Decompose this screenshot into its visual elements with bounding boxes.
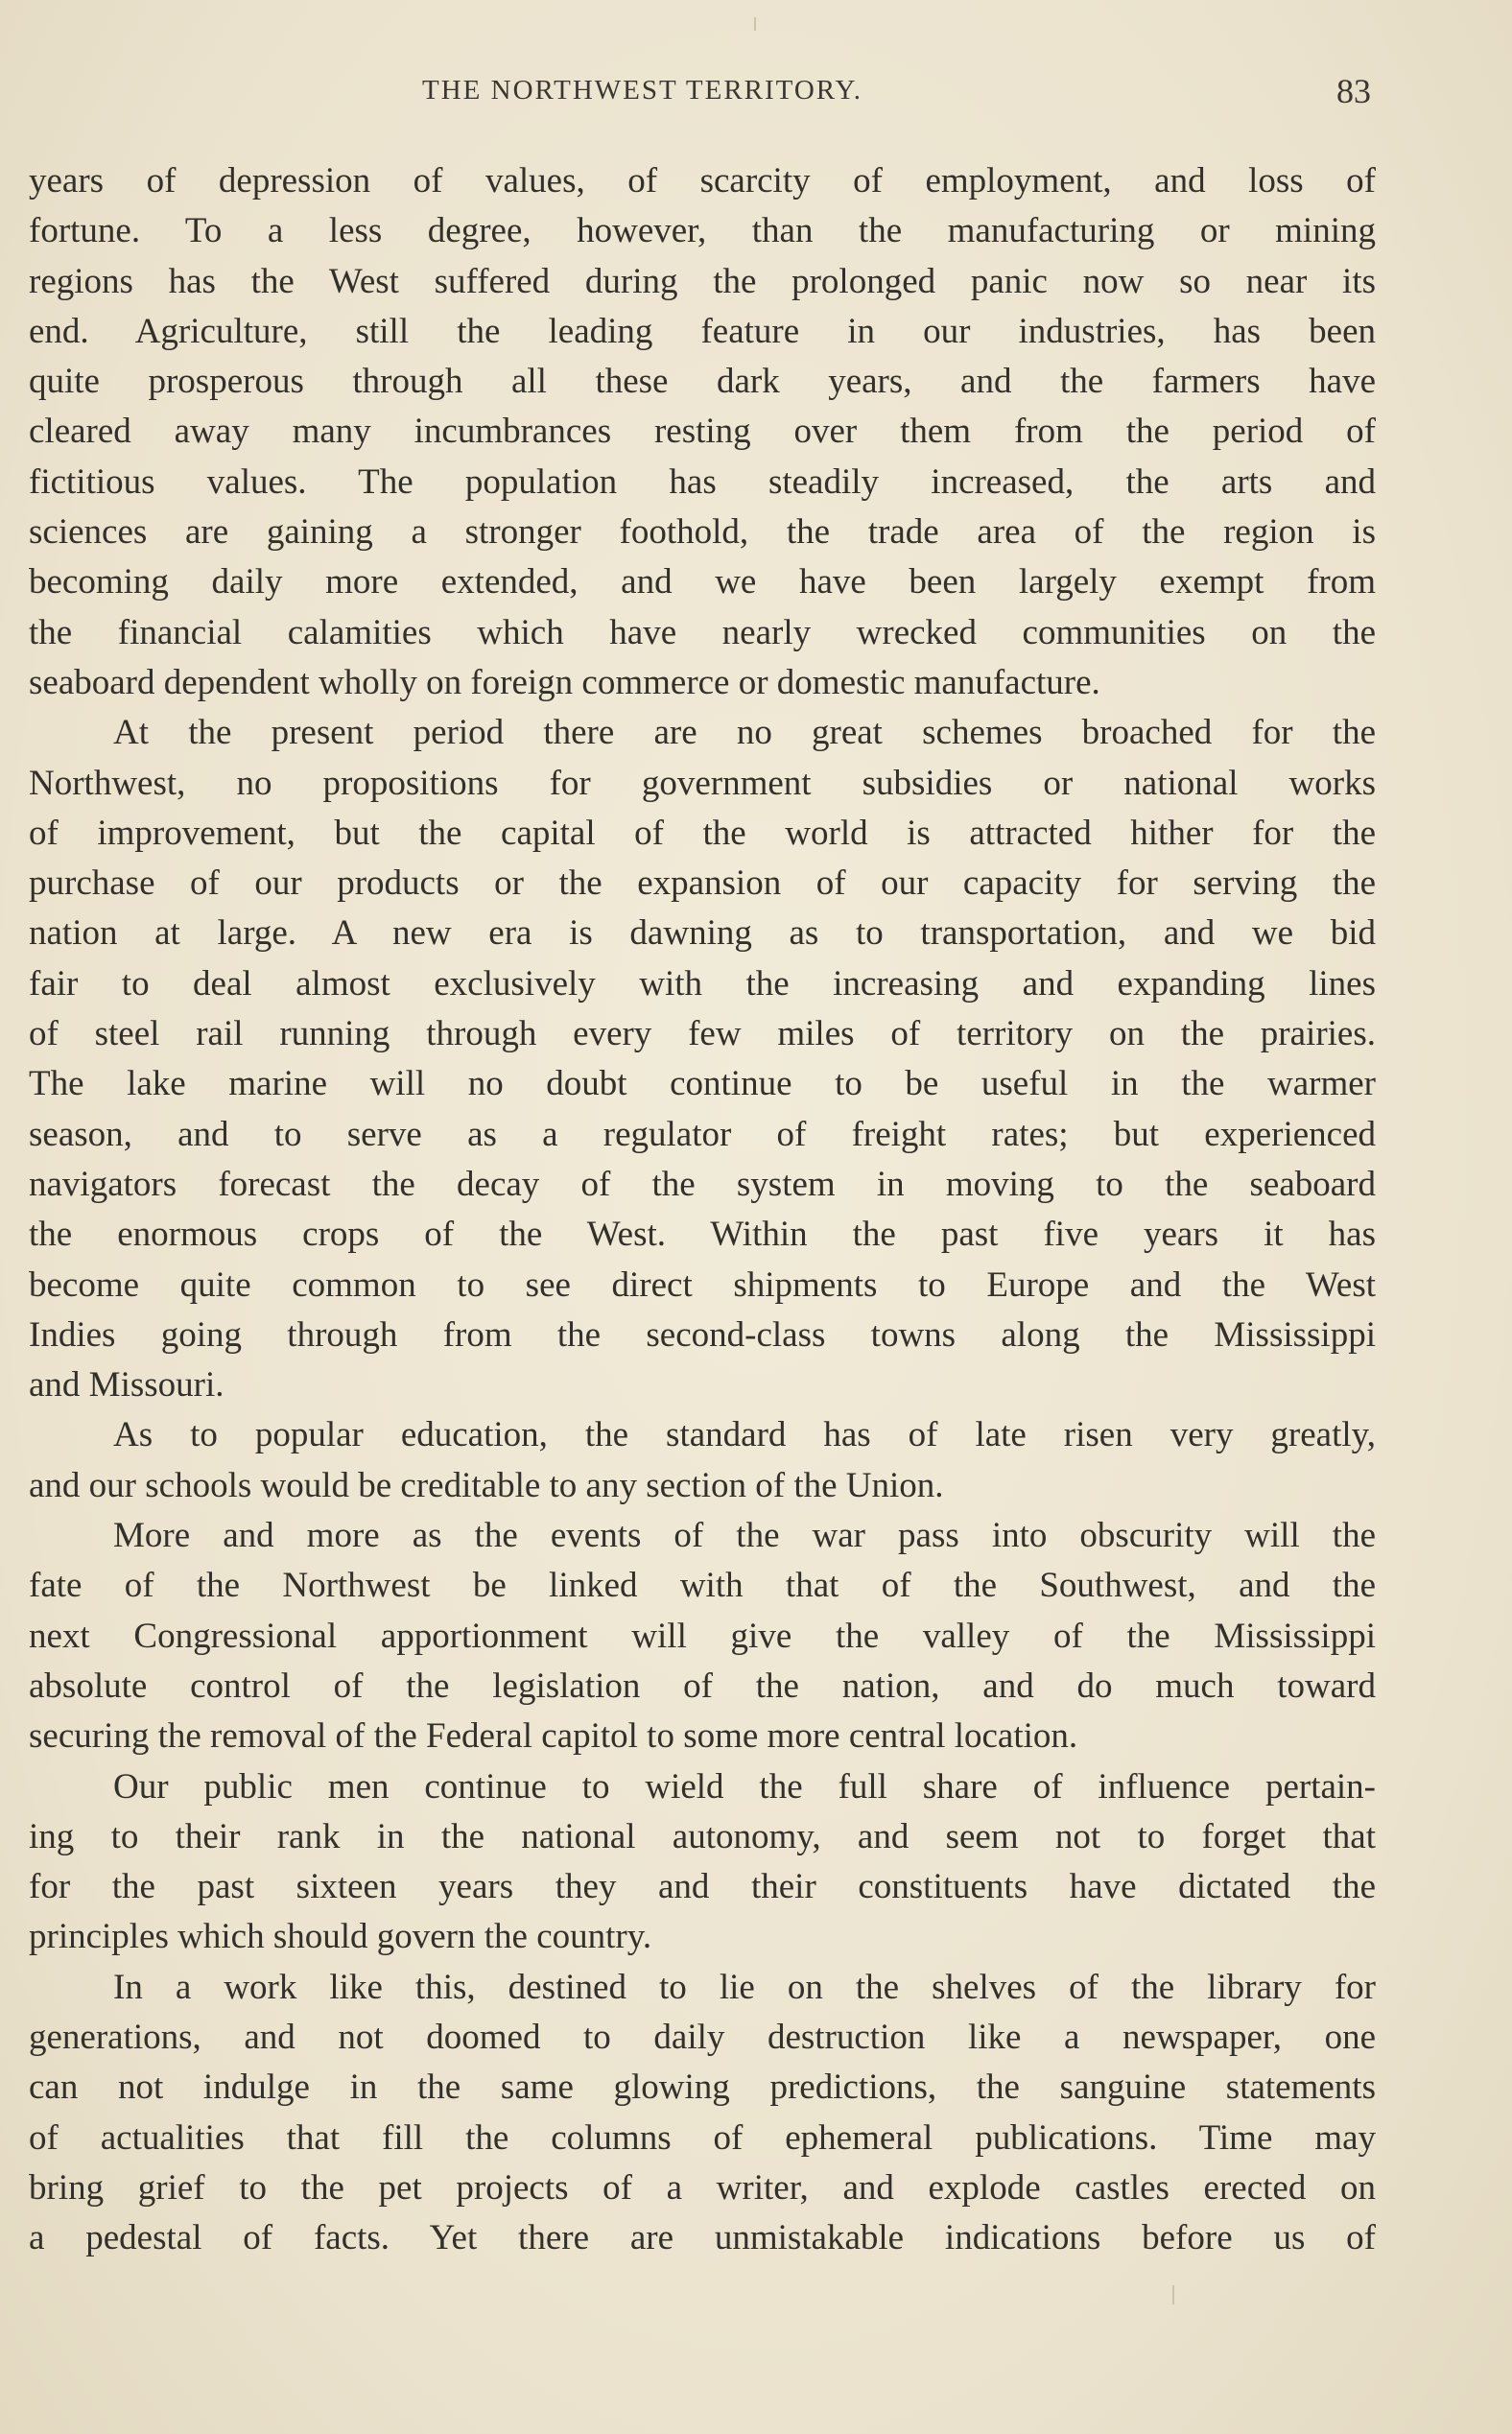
paragraph-start-line: Our public men continue to wield the full share of influence pertain- xyxy=(113,1766,1376,1807)
running-head xyxy=(0,72,1512,113)
text-line: quite prosperous through all these dark years, and the farmers have xyxy=(29,362,1376,402)
text-line: absolute control of the legislation of the nation, and do much toward xyxy=(29,1666,1376,1706)
paragraph-start-line: In a work like this, destined to lie on the shelves of the library for xyxy=(113,1967,1376,2007)
paper-speck xyxy=(1172,2285,1174,2304)
text-line: become quite common to see direct shipments to Europe and the West xyxy=(29,1264,1376,1305)
text-line: years of depression of values, of scarcity of employment, and loss of xyxy=(29,161,1376,201)
text-line: regions has the West suffered during the prolonged panic now so near its xyxy=(29,261,1376,301)
running-title: THE NORTHWEST TERRITORY. xyxy=(422,75,862,106)
text-line: fair to deal almost exclusively with the increasing and expanding lines xyxy=(29,963,1376,1004)
text-line: fate of the Northwest be linked with that of the Southwest, and the xyxy=(29,1566,1376,1606)
text-line: navigators forecast the decay of the system in moving to the seaboard xyxy=(29,1164,1376,1204)
text-line: can not indulge in the same glowing predictions, the sanguine statements xyxy=(29,2068,1376,2108)
page-number: 83 xyxy=(1336,72,1371,110)
text-line: The lake marine will no doubt continue to be useful in the warmer xyxy=(29,1064,1376,1104)
text-line: seaboard dependent wholly on foreign commerce or domestic manufacture. xyxy=(29,662,1100,702)
text-line: Northwest, no propositions for government subsidies or national works xyxy=(29,763,1376,803)
text-line: becoming daily more extended, and we have been largely exempt from xyxy=(29,562,1376,603)
text-line: a pedestal of facts. Yet there are unmistakable indications before us of xyxy=(29,2218,1376,2258)
text-line: ing to their rank in the national autonomy, and seem not to forget that xyxy=(29,1816,1376,1856)
text-line: end. Agriculture, still the leading feature in our industries, has been xyxy=(29,311,1376,351)
text-line: fictitious values. The population has steadily increased, the arts and xyxy=(29,461,1376,502)
paragraph-start-line: As to popular education, the standard has of late risen very greatly, xyxy=(113,1415,1376,1455)
text-line: of steel rail running through every few miles of territory on the prairies. xyxy=(29,1014,1376,1054)
text-line: of actualities that fill the columns of ephemeral publications. Time may xyxy=(29,2117,1376,2158)
text-line: the financial calamities which have nearly wrecked communities on the xyxy=(29,612,1376,652)
text-line: of improvement, but the capital of the world is attracted hither for the xyxy=(29,813,1376,853)
text-line: purchase of our products or the expansion of our capacity for serving the xyxy=(29,863,1376,904)
body-text xyxy=(29,156,1376,2263)
text-line: generations, and not doomed to daily destruction like a newspaper, one xyxy=(29,2017,1376,2057)
text-line: principles which should govern the country. xyxy=(29,1917,652,1957)
text-line: fortune. To a less degree, however, than the manufacturing or mining xyxy=(29,211,1376,251)
paragraph-start-line: More and more as the events of the war pass into obscurity will the xyxy=(113,1516,1376,1556)
text-line: bring grief to the pet projects of a writer, and explode castles erected on xyxy=(29,2167,1376,2208)
text-line: for the past sixteen years they and their constituents have dictated the xyxy=(29,1867,1376,1907)
text-line: the enormous crops of the West. Within the past five years it has xyxy=(29,1215,1376,1255)
text-line: Indies going through from the second-class towns along the Mississippi xyxy=(29,1314,1376,1355)
text-line: next Congressional apportionment will give the valley of the Mississippi xyxy=(29,1616,1376,1656)
paper-speck xyxy=(754,17,756,31)
text-line: sciences are gaining a stronger foothold, the trade area of the region is xyxy=(29,512,1376,553)
text-line: nation at large. A new era is dawning as to transportation, and we bid xyxy=(29,913,1376,954)
text-line: and our schools would be creditable to any section of the Union. xyxy=(29,1465,944,1505)
text-line: cleared away many incumbrances resting over them from the period of xyxy=(29,412,1376,452)
text-line: season, and to serve as a regulator of freight rates; but experienced xyxy=(29,1114,1376,1154)
paragraph-start-line: At the present period there are no great schemes broached for the xyxy=(113,713,1376,753)
text-line: and Missouri. xyxy=(29,1365,224,1406)
text-line: securing the removal of the Federal capitol to some more central location. xyxy=(29,1716,1078,1757)
